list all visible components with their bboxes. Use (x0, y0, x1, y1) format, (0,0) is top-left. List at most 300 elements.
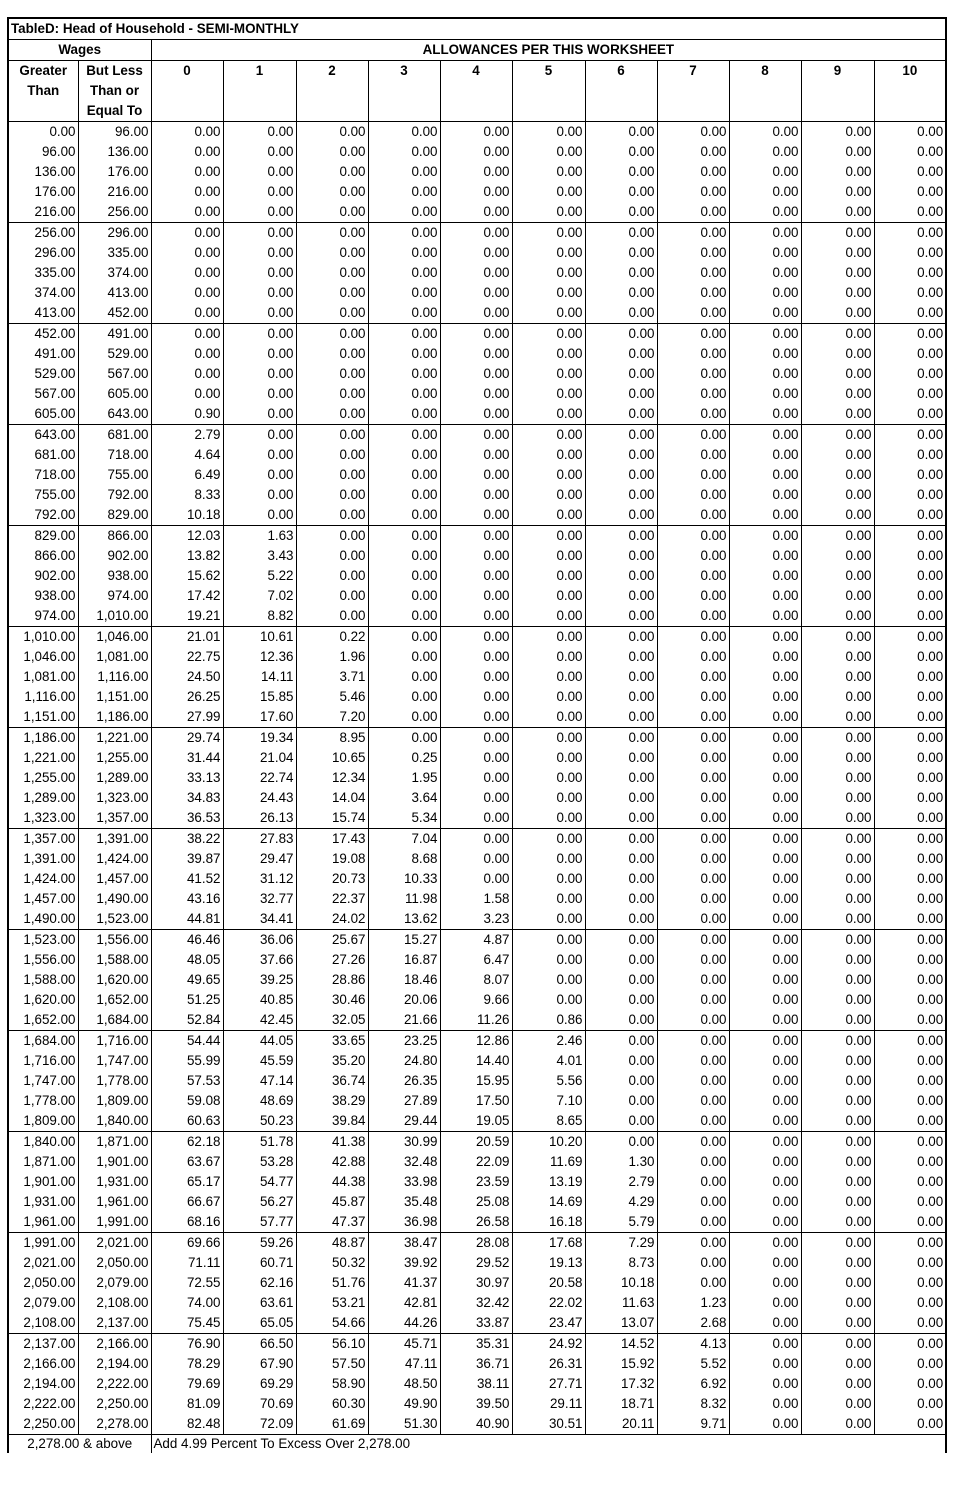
table-row (8, 566, 946, 586)
withholding-cell: 0.00 (657, 566, 729, 586)
wage-greater-than: 643.00 (8, 425, 78, 446)
wage-greater-than: 2,050.00 (8, 1273, 78, 1293)
withholding-cell: 0.00 (729, 687, 801, 707)
withholding-cell: 0.00 (729, 485, 801, 505)
wage-greater-than: 1,081.00 (8, 667, 78, 687)
withholding-cell: 38.47 (368, 1233, 440, 1254)
footer-range: 2,278.00 & above (8, 1435, 151, 1454)
withholding-cell: 45.59 (223, 1051, 296, 1071)
withholding-cell: 0.00 (729, 1233, 801, 1254)
withholding-cell: 8.82 (223, 606, 296, 627)
withholding-cell: 0.00 (729, 162, 801, 182)
withholding-cell: 0.00 (512, 647, 585, 667)
withholding-cell: 0.00 (223, 465, 296, 485)
withholding-cell: 0.00 (512, 586, 585, 606)
wage-but-less: 1,931.00 (78, 1172, 151, 1192)
withholding-cell: 38.22 (151, 829, 223, 850)
withholding-cell: 0.00 (657, 707, 729, 728)
withholding-cell: 0.00 (874, 263, 946, 283)
withholding-cell: 0.00 (368, 142, 440, 162)
wage-greater-than: 938.00 (8, 586, 78, 606)
withholding-cell: 0.00 (801, 202, 874, 223)
wage-greater-than: 1,010.00 (8, 627, 78, 648)
wage-greater-than: 866.00 (8, 546, 78, 566)
withholding-cell: 19.08 (296, 849, 368, 869)
withholding-cell: 39.84 (296, 1111, 368, 1132)
allowance-header-3 (368, 81, 440, 101)
withholding-cell: 0.00 (657, 970, 729, 990)
withholding-cell: 10.65 (296, 748, 368, 768)
withholding-cell: 0.00 (729, 849, 801, 869)
wage-greater-than: 1,809.00 (8, 1111, 78, 1132)
withholding-cell: 0.00 (440, 283, 512, 303)
allowance-header-2 (296, 81, 368, 101)
withholding-cell: 0.00 (512, 122, 585, 143)
withholding-cell: 0.00 (729, 1010, 801, 1031)
withholding-cell: 0.00 (874, 223, 946, 244)
table-row (8, 849, 946, 869)
withholding-cell: 0.22 (296, 627, 368, 648)
withholding-cell: 0.00 (296, 283, 368, 303)
withholding-cell: 7.04 (368, 829, 440, 850)
table-row (8, 344, 946, 364)
withholding-cell: 0.00 (296, 162, 368, 182)
withholding-cell: 55.99 (151, 1051, 223, 1071)
table-row (8, 808, 946, 829)
allowance-header-9 (801, 81, 874, 101)
withholding-cell: 0.00 (440, 162, 512, 182)
withholding-cell: 0.00 (801, 445, 874, 465)
withholding-cell: 20.73 (296, 869, 368, 889)
withholding-cell: 0.00 (657, 364, 729, 384)
withholding-cell: 0.00 (801, 1233, 874, 1254)
withholding-cell: 16.18 (512, 1212, 585, 1233)
withholding-cell: 0.00 (729, 1313, 801, 1334)
withholding-cell: 0.00 (368, 324, 440, 345)
wage-but-less: 1,221.00 (78, 728, 151, 749)
withholding-cell: 0.00 (874, 909, 946, 930)
withholding-cell: 0.00 (874, 364, 946, 384)
withholding-cell: 0.00 (440, 849, 512, 869)
withholding-cell: 67.90 (223, 1354, 296, 1374)
greater-than-header: Than (8, 81, 78, 101)
table-row (8, 142, 946, 162)
wage-but-less: 681.00 (78, 425, 151, 446)
wage-but-less: 2,021.00 (78, 1233, 151, 1254)
withholding-cell: 0.00 (440, 829, 512, 850)
withholding-cell: 31.44 (151, 748, 223, 768)
withholding-cell: 54.77 (223, 1172, 296, 1192)
wage-but-less: 2,166.00 (78, 1334, 151, 1355)
withholding-cell: 24.02 (296, 909, 368, 930)
withholding-cell: 0.00 (729, 627, 801, 648)
withholding-cell: 19.13 (512, 1253, 585, 1273)
table-row (8, 202, 946, 223)
table-row (8, 223, 946, 244)
withholding-cell: 0.00 (223, 384, 296, 404)
withholding-cell: 0.00 (585, 425, 657, 446)
withholding-cell: 0.00 (729, 1031, 801, 1052)
withholding-cell: 0.00 (657, 465, 729, 485)
withholding-cell: 0.00 (368, 606, 440, 627)
withholding-cell: 0.00 (223, 445, 296, 465)
withholding-cell: 0.00 (151, 344, 223, 364)
withholding-cell: 0.00 (729, 1354, 801, 1374)
table-row (8, 1051, 946, 1071)
withholding-cell: 0.00 (801, 344, 874, 364)
withholding-cell: 60.71 (223, 1253, 296, 1273)
withholding-cell: 0.00 (801, 1172, 874, 1192)
withholding-cell: 0.00 (512, 930, 585, 951)
withholding-cell: 0.00 (801, 566, 874, 586)
wage-but-less: 1,556.00 (78, 930, 151, 951)
wage-but-less: 1,620.00 (78, 970, 151, 990)
withholding-cell: 0.00 (801, 526, 874, 547)
table-row (8, 1394, 946, 1414)
withholding-cell: 0.00 (874, 182, 946, 202)
withholding-cell: 0.00 (801, 1354, 874, 1374)
allowance-header-8 (729, 81, 801, 101)
withholding-cell: 0.00 (512, 364, 585, 384)
withholding-cell: 0.00 (151, 142, 223, 162)
withholding-cell: 11.26 (440, 1010, 512, 1031)
withholding-cell: 0.00 (585, 1051, 657, 1071)
withholding-cell: 0.00 (440, 142, 512, 162)
withholding-cell: 8.65 (512, 1111, 585, 1132)
wage-greater-than: 1,620.00 (8, 990, 78, 1010)
table-row (8, 930, 946, 951)
withholding-cell: 0.00 (657, 627, 729, 648)
withholding-cell: 0.00 (440, 788, 512, 808)
footer-row (8, 1435, 946, 1454)
withholding-cell: 49.90 (368, 1394, 440, 1414)
wage-but-less: 2,250.00 (78, 1394, 151, 1414)
wage-greater-than: 718.00 (8, 465, 78, 485)
wage-but-less: 296.00 (78, 223, 151, 244)
withholding-cell: 0.00 (657, 849, 729, 869)
column-header-row (8, 61, 946, 82)
wage-greater-than: 0.00 (8, 122, 78, 143)
wage-but-less: 1,684.00 (78, 1010, 151, 1031)
withholding-cell: 0.00 (368, 344, 440, 364)
table-row (8, 1192, 946, 1212)
table-row (8, 263, 946, 283)
withholding-cell: 0.00 (729, 606, 801, 627)
withholding-cell: 0.00 (801, 768, 874, 788)
withholding-cell: 0.00 (729, 748, 801, 768)
wage-but-less: 2,050.00 (78, 1253, 151, 1273)
withholding-cell: 59.26 (223, 1233, 296, 1254)
withholding-cell: 4.87 (440, 930, 512, 951)
withholding-cell: 0.00 (585, 364, 657, 384)
allowance-header-7: 7 (657, 61, 729, 82)
wage-but-less: 829.00 (78, 505, 151, 526)
withholding-cell: 0.00 (657, 425, 729, 446)
wage-greater-than: 1,931.00 (8, 1192, 78, 1212)
withholding-cell: 0.00 (440, 344, 512, 364)
wage-but-less: 1,961.00 (78, 1192, 151, 1212)
withholding-cell: 0.00 (801, 1212, 874, 1233)
withholding-cell: 0.00 (801, 384, 874, 404)
withholding-cell: 13.07 (585, 1313, 657, 1334)
wage-greater-than: 792.00 (8, 505, 78, 526)
withholding-cell: 0.00 (729, 667, 801, 687)
withholding-cell: 0.00 (512, 344, 585, 364)
withholding-cell: 0.00 (657, 930, 729, 951)
withholding-cell: 0.00 (440, 526, 512, 547)
withholding-cell: 0.00 (874, 425, 946, 446)
wage-but-less: 755.00 (78, 465, 151, 485)
withholding-cell: 0.00 (585, 566, 657, 586)
withholding-cell: 42.45 (223, 1010, 296, 1031)
withholding-cell: 41.52 (151, 869, 223, 889)
withholding-cell: 0.00 (874, 930, 946, 951)
withholding-cell: 0.00 (440, 465, 512, 485)
withholding-cell: 47.11 (368, 1354, 440, 1374)
withholding-cell: 0.00 (874, 202, 946, 223)
wage-greater-than: 1,991.00 (8, 1233, 78, 1254)
withholding-cell: 0.00 (440, 768, 512, 788)
withholding-cell: 0.00 (440, 808, 512, 829)
withholding-cell: 0.00 (296, 364, 368, 384)
withholding-cell: 0.00 (874, 122, 946, 143)
withholding-cell: 0.00 (223, 263, 296, 283)
withholding-cell: 0.00 (874, 283, 946, 303)
withholding-cell: 0.00 (440, 869, 512, 889)
withholding-cell: 13.62 (368, 909, 440, 930)
wage-but-less: 1,010.00 (78, 606, 151, 627)
wage-greater-than: 256.00 (8, 223, 78, 244)
withholding-cell: 17.32 (585, 1374, 657, 1394)
wage-but-less: 2,137.00 (78, 1313, 151, 1334)
table-row (8, 768, 946, 788)
withholding-cell: 0.00 (151, 364, 223, 384)
table-title: TableD: Head of Household - SEMI-MONTHLY (8, 18, 946, 40)
withholding-cell: 0.00 (874, 970, 946, 990)
withholding-cell: 0.00 (874, 1071, 946, 1091)
withholding-cell: 0.00 (585, 849, 657, 869)
withholding-cell: 0.00 (512, 788, 585, 808)
wage-greater-than: 374.00 (8, 283, 78, 303)
withholding-cell: 0.00 (874, 788, 946, 808)
withholding-cell: 0.00 (657, 1010, 729, 1031)
withholding-cell: 0.00 (874, 1192, 946, 1212)
withholding-cell: 0.00 (874, 990, 946, 1010)
withholding-cell: 74.00 (151, 1293, 223, 1313)
withholding-cell: 0.00 (368, 728, 440, 749)
withholding-cell: 19.34 (223, 728, 296, 749)
table-row (8, 1313, 946, 1334)
withholding-cell: 0.00 (585, 202, 657, 223)
withholding-cell: 40.90 (440, 1414, 512, 1435)
table-row (8, 505, 946, 526)
withholding-cell: 39.87 (151, 849, 223, 869)
wage-but-less: 1,186.00 (78, 707, 151, 728)
withholding-cell: 0.00 (296, 404, 368, 425)
wage-but-less: 866.00 (78, 526, 151, 547)
allowance-header-4 (440, 101, 512, 122)
withholding-cell: 0.00 (512, 223, 585, 244)
withholding-cell: 0.00 (729, 909, 801, 930)
withholding-cell: 0.00 (657, 344, 729, 364)
withholding-cell: 24.80 (368, 1051, 440, 1071)
withholding-cell: 0.00 (512, 768, 585, 788)
wage-but-less: 1,289.00 (78, 768, 151, 788)
withholding-cell: 0.00 (512, 384, 585, 404)
wage-greater-than: 681.00 (8, 445, 78, 465)
withholding-cell: 33.65 (296, 1031, 368, 1052)
withholding-cell: 18.71 (585, 1394, 657, 1414)
withholding-cell: 52.84 (151, 1010, 223, 1031)
withholding-cell: 32.48 (368, 1152, 440, 1172)
withholding-cell: 0.00 (657, 586, 729, 606)
withholding-cell: 0.00 (874, 728, 946, 749)
withholding-cell: 0.00 (512, 283, 585, 303)
withholding-cell: 0.00 (801, 889, 874, 909)
withholding-cell: 0.00 (657, 122, 729, 143)
wage-greater-than: 902.00 (8, 566, 78, 586)
withholding-cell: 0.00 (657, 647, 729, 667)
withholding-cell: 0.00 (657, 768, 729, 788)
withholding-cell: 0.00 (657, 1152, 729, 1172)
withholding-cell: 0.00 (657, 1051, 729, 1071)
withholding-cell: 0.00 (585, 627, 657, 648)
withholding-cell: 27.26 (296, 950, 368, 970)
table-row (8, 1273, 946, 1293)
withholding-cell: 0.00 (657, 324, 729, 345)
withholding-cell: 14.11 (223, 667, 296, 687)
withholding-cell: 27.89 (368, 1091, 440, 1111)
withholding-cell: 47.14 (223, 1071, 296, 1091)
withholding-cell: 0.00 (874, 1051, 946, 1071)
withholding-cell: 0.00 (585, 829, 657, 850)
withholding-cell: 37.66 (223, 950, 296, 970)
wage-greater-than: 136.00 (8, 162, 78, 182)
withholding-cell: 51.76 (296, 1273, 368, 1293)
withholding-cell: 15.27 (368, 930, 440, 951)
withholding-cell: 0.00 (874, 1031, 946, 1052)
table-row (8, 324, 946, 345)
withholding-cell: 0.00 (874, 445, 946, 465)
withholding-cell: 0.00 (512, 404, 585, 425)
wage-greater-than: 335.00 (8, 263, 78, 283)
withholding-cell: 28.08 (440, 1233, 512, 1254)
withholding-cell: 0.00 (729, 1111, 801, 1132)
withholding-cell: 29.44 (368, 1111, 440, 1132)
withholding-cell: 0.00 (657, 1172, 729, 1192)
wage-but-less: 335.00 (78, 243, 151, 263)
withholding-cell: 0.00 (657, 950, 729, 970)
withholding-cell: 0.00 (512, 970, 585, 990)
withholding-cell: 0.00 (729, 566, 801, 586)
withholding-cell: 0.00 (440, 425, 512, 446)
withholding-cell: 0.00 (874, 1394, 946, 1414)
withholding-cell: 0.00 (512, 202, 585, 223)
withholding-cell: 0.00 (874, 1273, 946, 1293)
withholding-cell: 0.00 (512, 707, 585, 728)
withholding-cell: 0.00 (512, 324, 585, 345)
withholding-cell: 0.00 (440, 122, 512, 143)
withholding-cell: 0.00 (801, 303, 874, 324)
wage-greater-than: 2,137.00 (8, 1334, 78, 1355)
withholding-cell: 54.66 (296, 1313, 368, 1334)
withholding-cell: 0.00 (801, 1111, 874, 1132)
withholding-cell: 38.11 (440, 1374, 512, 1394)
allowance-header-5 (512, 101, 585, 122)
withholding-cell: 0.00 (151, 202, 223, 223)
withholding-cell: 1.63 (223, 526, 296, 547)
wage-greater-than: 2,108.00 (8, 1313, 78, 1334)
withholding-cell: 0.00 (296, 303, 368, 324)
withholding-cell: 21.01 (151, 627, 223, 648)
table-row (8, 1414, 946, 1435)
withholding-cell: 0.00 (585, 1091, 657, 1111)
withholding-cell: 0.00 (296, 505, 368, 526)
wage-but-less: 1,457.00 (78, 869, 151, 889)
withholding-cell: 0.00 (585, 707, 657, 728)
withholding-cell: 26.35 (368, 1071, 440, 1091)
withholding-cell: 0.00 (368, 384, 440, 404)
withholding-cell: 4.29 (585, 1192, 657, 1212)
withholding-cell: 0.00 (223, 182, 296, 202)
withholding-cell: 3.43 (223, 546, 296, 566)
withholding-cell: 0.00 (729, 283, 801, 303)
withholding-cell: 0.00 (801, 223, 874, 244)
withholding-cell: 0.00 (801, 142, 874, 162)
withholding-cell: 0.00 (729, 647, 801, 667)
withholding-cell: 0.00 (585, 970, 657, 990)
withholding-cell: 0.00 (585, 930, 657, 951)
withholding-cell: 0.00 (874, 627, 946, 648)
withholding-cell: 0.00 (223, 364, 296, 384)
withholding-cell: 0.00 (801, 1313, 874, 1334)
withholding-cell: 5.34 (368, 808, 440, 829)
withholding-cell: 0.00 (657, 445, 729, 465)
withholding-cell: 0.00 (801, 485, 874, 505)
withholding-cell: 0.00 (512, 606, 585, 627)
withholding-cell: 12.86 (440, 1031, 512, 1052)
wage-greater-than: 1,116.00 (8, 687, 78, 707)
withholding-cell: 0.00 (657, 182, 729, 202)
withholding-cell: 0.00 (874, 889, 946, 909)
withholding-cell: 7.20 (296, 707, 368, 728)
withholding-cell: 68.16 (151, 1212, 223, 1233)
wage-but-less: 1,391.00 (78, 829, 151, 850)
withholding-cell: 20.58 (512, 1273, 585, 1293)
withholding-cell: 0.00 (874, 808, 946, 829)
withholding-cell: 0.00 (801, 1374, 874, 1394)
allowance-header-10 (874, 81, 946, 101)
withholding-cell: 0.00 (368, 243, 440, 263)
tax-table-sheet (7, 17, 945, 1453)
withholding-cell: 51.25 (151, 990, 223, 1010)
allowance-header-2: 2 (296, 61, 368, 82)
withholding-cell: 56.10 (296, 1334, 368, 1355)
withholding-cell: 0.00 (657, 829, 729, 850)
table-row (8, 122, 946, 143)
withholding-cell: 0.00 (585, 909, 657, 930)
withholding-cell: 78.29 (151, 1354, 223, 1374)
withholding-cell: 5.79 (585, 1212, 657, 1233)
withholding-cell: 0.00 (801, 283, 874, 303)
table-row (8, 303, 946, 324)
withholding-cell: 23.59 (440, 1172, 512, 1192)
withholding-cell: 0.00 (874, 566, 946, 586)
wage-greater-than: 1,778.00 (8, 1091, 78, 1111)
withholding-cell: 0.00 (296, 566, 368, 586)
withholding-cell: 46.46 (151, 930, 223, 951)
wage-but-less: 1,871.00 (78, 1132, 151, 1153)
